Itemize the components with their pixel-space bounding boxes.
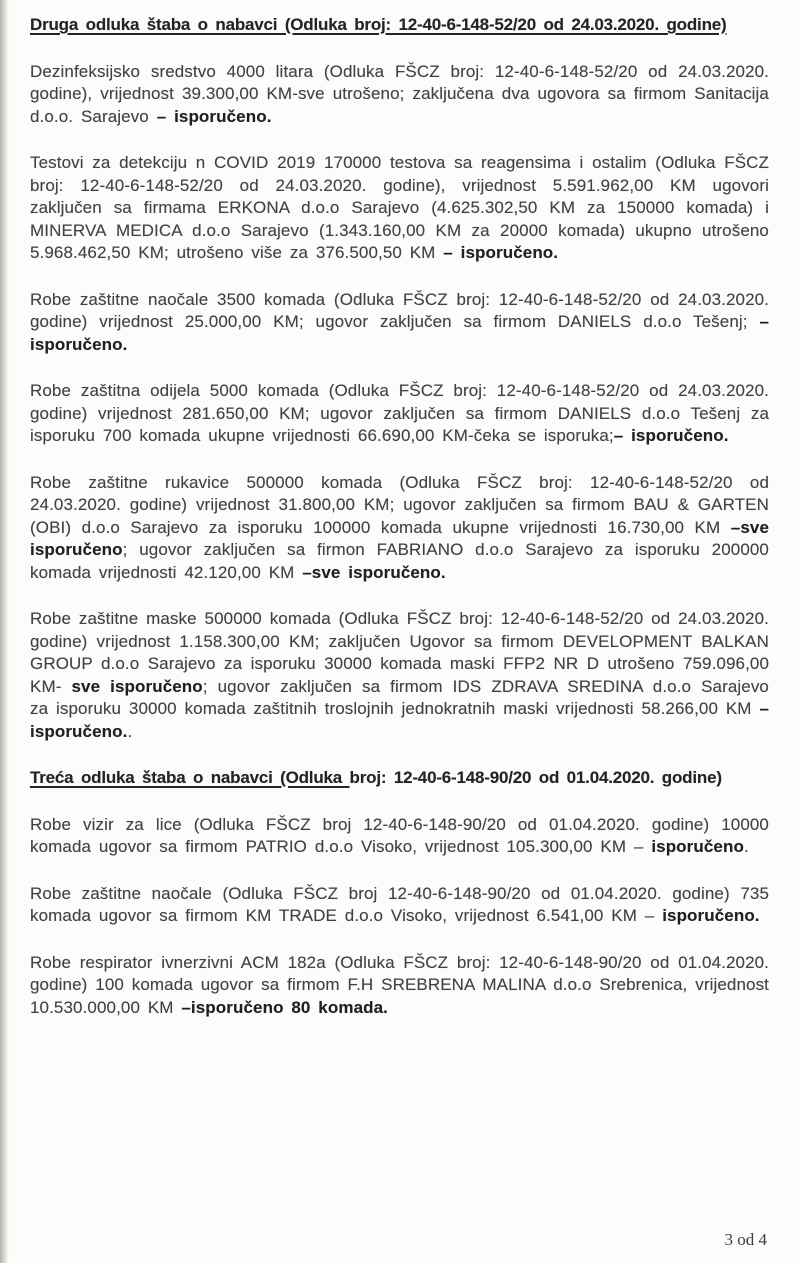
paragraph-text: Dezinfeksijsko sredstvo 4000 litara (Odluka FŠCZ broj: 12-40-6-148-52/20 od 24.03.2020. godine), vrijednost 39.300,00 KM-sve utrošeno; zaključena dva ugovora sa firmom Sanitacija d.o.o. Sarajevo (30, 61, 769, 126)
status-isporuceno: – isporučeno. (30, 312, 769, 354)
paragraph-testovi-covid (30, 152, 769, 265)
status-isporuceno-80-komada: –isporučeno 80 komada. (181, 997, 388, 1017)
status-sve-isporuceno: sve isporučeno (71, 676, 203, 696)
paragraph-text: Robe zaštitne naočale 3500 komada (Odluka FŠCZ broj: 12-40-6-148-52/20 od 24.03.2020. godine) vrijednost 25.000,00 KM; ugovor zaključen sa firmom DANIELS d.o.o Tešenj; (30, 289, 769, 331)
paragraph-text: Robe zaštitne naočale (Odluka FŠCZ broj 12-40-6-148-90/20 od 01.04.2020. godine) 735 komada ugovor sa firmom KM TRADE d.o.o Visoko, vrijednost 6.541,00 KM – (30, 883, 769, 925)
page-number: 3 od 4 (724, 1230, 767, 1249)
paragraph-text: . (743, 837, 749, 856)
paragraph-naocale-km-trade (30, 883, 769, 928)
paragraph-text: Robe vizir za lice (Odluka FŠCZ broj 12-40-6-148-90/20 od 01.04.2020. godine) 10000 komada ugovor sa firmom PATRIO d.o.o Visoko, vrijednost 105.300,00 KM – (30, 814, 769, 856)
paragraph-zastitne-naocale (30, 289, 769, 357)
paragraph-text: Robe zaštitna odijela 5000 komada (Odluka FŠCZ broj: 12-40-6-148-52/20 od 24.03.2020. godine) vrijednost 281.650,00 KM; ugovor zaključen sa firmom DANIELS d.o.o Tešenj za isporuku 700 komada ukupne vrijednosti 66.690,00 KM-čeka se isporuka; (30, 381, 769, 445)
paragraph-dezinfekcijsko-sredstvo (30, 61, 769, 129)
heading-druga-odluka (30, 14, 769, 37)
paragraph-text: Robe zaštitne maske 500000 komada (Odluka FŠCZ broj: 12-40-6-148-52/20 od 24.03.2020. godine) vrijednost 1.158.300,00 KM; zaključen Ugovor sa firmom DEVELOPMENT BALKAN GROUP d.o.o Sarajevo za isporuku 30000 komada maski FFP2 NR D utrošeno 759.096,00 KM- (30, 609, 769, 696)
paragraph-text: Testovi za detekciju n COVID 2019 170000 testova sa reagensima i ostalim (Odluka FŠCZ broj: 12-40-6-148-52/20 od 24.03.2020. godine), vrijednost 5.591.962,00 KM ugovori zaključen sa firmama ERKONA d.o.o Sarajevo (4.625.302,50 KM za 150000 komada) i MINERVA MEDICA d.o.o Sarajevo (1.343.160,00 KM za 20000 komada) ukupno utrošeno 5.968.462,50 KM; utrošeno više za 376.500,50 KM (30, 153, 769, 262)
heading-text: broj: 12-40-6-148-90/20 od 01.04.2020. godine) (349, 768, 722, 787)
paragraph-text: Robe respirator ivnerzivni ACM 182a (Odluka FŠCZ broj: 12-40-6-148-90/20 od 01.04.2020. godine) 100 komada ugovor sa firmom F.H SREBRENA MALINA d.o.o Srebrenica, vrijednost 10.530.000,00 KM (30, 952, 769, 1017)
status-isporuceno: isporučeno (651, 837, 744, 856)
status-sve-isporuceno: –sve isporučeno. (302, 562, 446, 582)
paragraph-text: . (127, 721, 133, 741)
paragraph-zastitne-maske (30, 608, 769, 743)
paragraph-text: ; ugovor zaključen sa firmon FABRIANO d.o.o Sarajevo za isporuku 200000 komada vrijednosti 42.120,00 KM (30, 540, 769, 582)
paragraph-zastitne-rukavice (30, 472, 769, 585)
status-isporuceno: – isporučeno. (156, 106, 272, 126)
paragraph-text: Robe zaštitne rukavice 500000 komada (Odluka FŠCZ broj: 12-40-6-148-52/20 od 24.03.2020. godine) vrijednost 31.800,00 KM; ugovor zaključen sa firmom BAU & GARTEN (OBI) d.o.o Sarajevo za isporuku 100000 komada ukupne vrijednosti 16.730,00 KM (30, 472, 769, 537)
paragraph-viziri-za-lice (30, 814, 769, 859)
heading-treca-odluka (30, 767, 769, 790)
paragraph-respiratori (30, 952, 769, 1020)
status-isporuceno: – isporučeno. (443, 243, 559, 262)
document-body (30, 14, 769, 1043)
heading-text: Druga odluka štaba o nabavci (Odluka broj: 12-40-6-148-52/20 od 24.03.2020. godine) (30, 15, 727, 34)
paragraph-zastitna-odijela (30, 380, 769, 448)
status-isporuceno: isporučeno. (662, 906, 760, 925)
heading-text-underlined: Treća odluka štaba o nabavci (Odluka (30, 768, 350, 787)
scan-edge-artifact (0, 0, 9, 1263)
status-sve-isporuceno: –sve isporučeno (30, 517, 769, 559)
paragraph-text: ; ugovor zaključen sa firmom IDS ZDRAVA SREDINA d.o.o Sarajevo za isporuku 30000 komada zaštitnih troslojnih jednokratnih maski vrijednosti 58.266,00 KM (30, 676, 769, 718)
status-isporuceno: – isporučeno. (613, 426, 729, 445)
status-isporuceno: – isporučeno. (30, 699, 769, 741)
